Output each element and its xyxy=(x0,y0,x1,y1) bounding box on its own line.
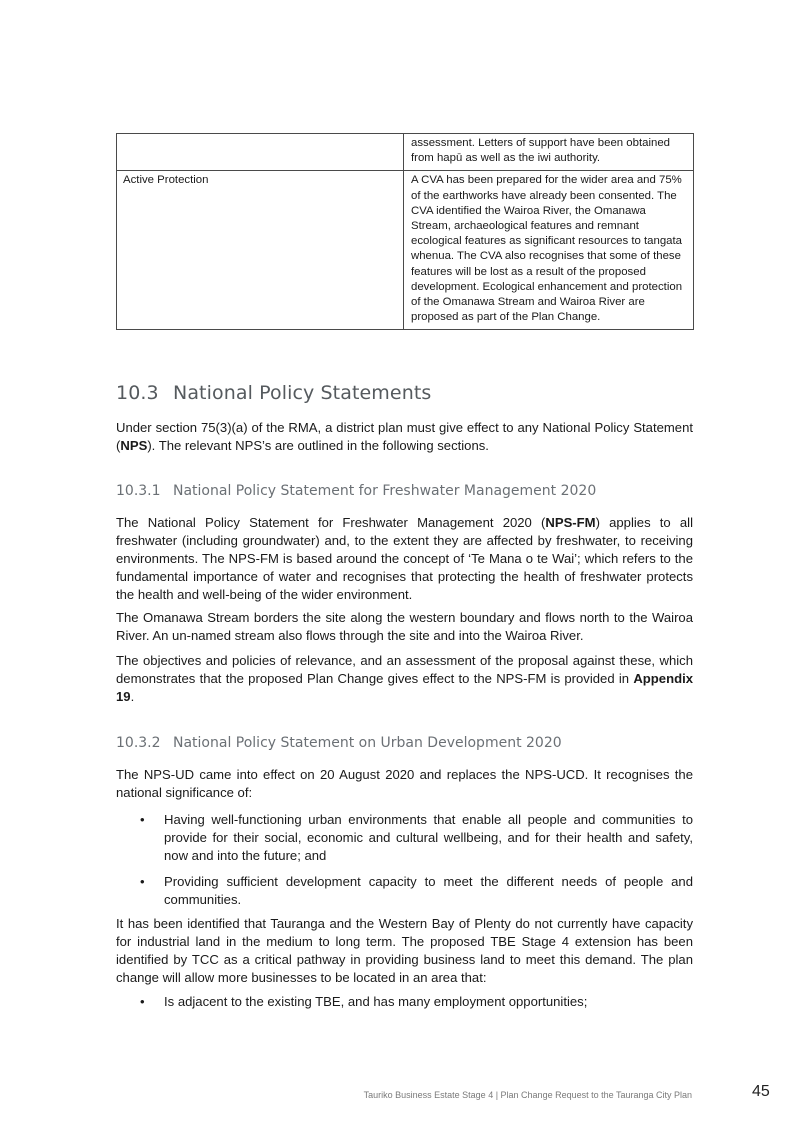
list-item-text: Providing sufficient development capacity to meet the different needs of people and communities. xyxy=(164,874,693,908)
list-item-text: Having well-functioning urban environments that enable all people and communities to provide for their social, economic and cultural wellbeing, and for their health and safety, now and into the future; and xyxy=(164,812,693,864)
nps-ud-area-list xyxy=(116,993,693,1011)
table-cell-assessment: assessment. Letters of support have been obtained from hapū as well as the iwi authority. xyxy=(404,134,694,171)
text-run: . xyxy=(130,689,135,705)
text-run: ) applies to all freshwater (including groundwater) and, to the extent they are affected by freshwater, to receiving environments. The NPS-FM is based around the concept of ‘Te Mana o te Wai’; which refers to the fundamental importance of water and recognises that protecting the health of freshwater protects the health and well-being of the wider environment. xyxy=(116,515,694,603)
nps-fm-paragraph-2: The Omanawa Stream borders the site along the western boundary and flows north to the Wairoa River. An un-named stream also flows through the site and into the Wairoa River. xyxy=(116,610,693,644)
section-heading-10-3-1 xyxy=(116,483,596,499)
table-row xyxy=(117,134,694,171)
nps-ud-paragraph-1: The NPS-UD came into effect on 20 August 2020 and replaces the NPS-UCD. It recognises the national significance of: xyxy=(116,767,693,801)
bullet-icon: • xyxy=(140,874,145,890)
bold-term-nps-fm: NPS-FM xyxy=(545,515,596,530)
text-run: Under section 75(3)(a) of the RMA, a district plan must give effect to any National Policy Statement ( xyxy=(116,420,693,454)
list-item-text: Is adjacent to the existing TBE, and has many employment opportunities; xyxy=(164,994,588,1009)
section-number: 10.3 xyxy=(116,382,159,404)
text-run: The objectives and policies of relevance, and an assessment of the proposal against these, which demonstrates that the proposed Plan Change gives effect to the NPS-FM is provided in xyxy=(116,653,693,687)
bullet-icon: • xyxy=(140,812,145,827)
section-heading-10-3-2 xyxy=(116,735,562,751)
page-number: 45 xyxy=(752,1083,770,1100)
section-heading-10-3 xyxy=(116,382,431,404)
section-title: National Policy Statement on Urban Development 2020 xyxy=(173,735,562,751)
section-title: National Policy Statements xyxy=(173,382,432,404)
nps-fm-paragraph-1 xyxy=(116,514,693,604)
appendix-reference: Appendix 19 xyxy=(116,671,693,705)
assessment-table xyxy=(116,133,694,330)
list-item xyxy=(116,873,693,909)
text-run: ). The relevant NPS’s are outlined in the following sections. xyxy=(147,438,489,454)
table-cell-assessment: A CVA has been prepared for the wider area and 75% of the earthworks have already been consented. The CVA identified the Wairoa River, the Omanawa Stream, archaeological features and remnant ecological features as significant resources to tangata whenua. The CVA also recognises that some of these features will be lost as a result of the proposed development. Ecological enhancement and protection of the Omanawa Stream and Wairoa River are proposed as part of the Plan Change. xyxy=(404,171,694,330)
nps-fm-paragraph-3 xyxy=(116,652,693,706)
section-number: 10.3.1 xyxy=(116,483,161,499)
footer-document-title: Tauriko Business Estate Stage 4 | Plan Change Request to the Tauranga City Plan xyxy=(363,1090,692,1100)
list-item xyxy=(116,993,693,1011)
table-cell-principle xyxy=(117,134,404,171)
nps-ud-paragraph-2: It has been identified that Tauranga and the Western Bay of Plenty do not currently have capacity for industrial land in the medium to long term. The proposed TBE Stage 4 extension has been identified by TCC as a critical pathway in providing business land to meet this demand. The plan change will allow more businesses to be located in an area that: xyxy=(116,916,693,986)
bullet-icon: • xyxy=(140,994,145,1009)
nps-ud-significance-list xyxy=(116,811,693,909)
table-cell-principle: Active Protection xyxy=(117,171,404,330)
table-row xyxy=(117,171,694,330)
bold-term-nps: NPS xyxy=(120,438,148,454)
list-item xyxy=(116,811,693,865)
text-run: The National Policy Statement for Freshwater Management 2020 ( xyxy=(116,515,546,530)
section-title: National Policy Statement for Freshwater Management 2020 xyxy=(173,483,597,499)
section-number: 10.3.2 xyxy=(116,735,161,751)
nps-intro-paragraph xyxy=(116,419,693,455)
